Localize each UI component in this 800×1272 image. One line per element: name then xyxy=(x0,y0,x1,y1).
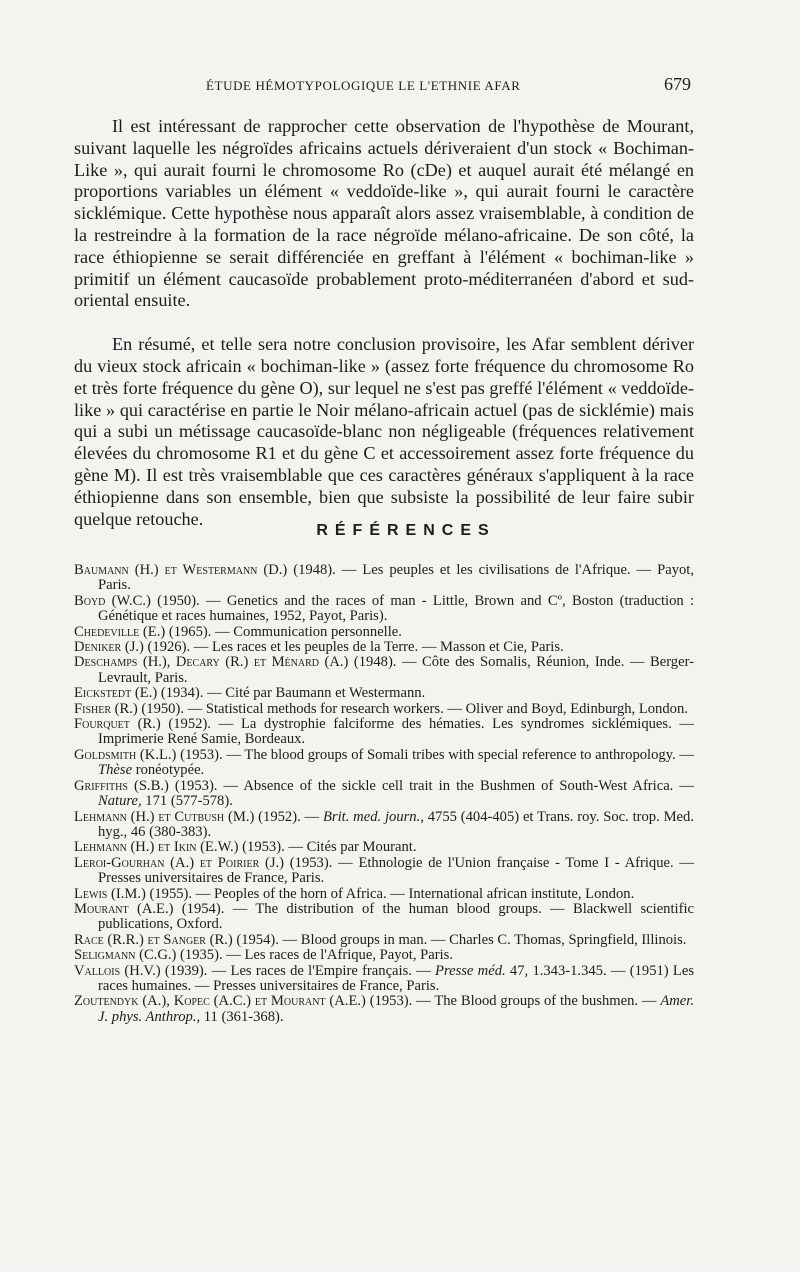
reference-author: Mourant (A.E.) xyxy=(74,900,174,917)
reference-author: Race (R.R.) et Sanger (R.) xyxy=(74,931,233,948)
reference-text: (1935). — Les races de l'Afrique, Payot, Paris. xyxy=(176,947,453,964)
reference-text: (1926). — Les races et les peuples de la Terre. — Masson et Cie, Paris. xyxy=(143,639,564,656)
page-number: 679 xyxy=(664,74,691,94)
reference-text-after: 11 (361-368). xyxy=(200,1008,284,1025)
reference-text: (1953). — The Blood groups of the bushmen. — xyxy=(365,993,661,1010)
reference-text: (1939). — Les races de l'Empire français. — xyxy=(160,962,436,979)
reference-entry xyxy=(74,779,694,810)
reference-entry xyxy=(74,748,694,779)
reference-entry xyxy=(74,640,694,655)
reference-entry xyxy=(74,964,694,995)
reference-author: Eickstedt (E.) xyxy=(74,685,158,702)
reference-text: (1953). — The blood groups of Somali tribes with special reference to anthropology. — xyxy=(176,746,694,763)
reference-author: Zoutendyk (A.), Kopec (A.C.) et Mourant (A.E.) xyxy=(74,993,366,1010)
reference-italic: Thèse xyxy=(98,762,133,779)
reference-author: Deniker (J.) xyxy=(74,639,144,656)
reference-author: Griffiths (S.B.) xyxy=(74,777,169,794)
reference-text: (1965). — Communication personnelle. xyxy=(165,623,402,640)
reference-author: Deschamps (H.), Decary (R.) et Ménard (A.) xyxy=(74,654,349,671)
reference-text: (1934). — Cité par Baumann et Westermann. xyxy=(157,685,426,702)
reference-italic: Amer. J. phys. Anthrop., xyxy=(98,993,694,1025)
reference-author: Vallois (H.V.) xyxy=(74,962,161,979)
reference-author: Chedeville (E.) xyxy=(74,623,166,640)
reference-text-after: ronéotypée. xyxy=(132,762,205,779)
reference-entry xyxy=(74,856,694,887)
reference-author: Lewis (I.M.) xyxy=(74,885,146,902)
reference-entry xyxy=(74,702,694,717)
reference-text: (1952). — La dystrophie falciforme des hématies. Les syndromes sicklémiques. — Imprimerie René Samie, Bordeaux. xyxy=(98,716,695,748)
paragraph: En résumé, et telle sera notre conclusion provisoire, les Afar semblent dériver du vieux stock africain « bochiman-like » (assez forte fréquence du chromosome Ro et très forte fréquence du gène O), sur lequel ne s'est pas greffé l'élément « veddoïde-like » qui caractérise en partie le Noir mélano-africain actuel (pas de sicklémie) mais qui a subi un métissage caucasoïde-blanc non négligeable (fréquences relativement élevées du chromosome R1 et du gène C et accessoirement assez forte fréquence du gène M). Il est très vraisemblable que ces caractères généraux s'appliquent à la race éthiopienne dans son ensemble, bien que subsiste la possibilité de leur faire subir quelque retouche. xyxy=(74,334,694,529)
paragraph: Il est intéressant de rapprocher cette observation de l'hypothèse de Mourant, suivant laquelle les négroïdes africains actuels dériveraient d'un stock « Bochiman-Like », qui aurait fourni le chromosome Ro (cDe) et auquel aurait été mélangé en proportions variables un élément « veddoïde-like », qui aurait fourni le caractère sicklémique. Cette hypothèse nous apparaît alors assez vraisemblable, à condition de la restreindre à la formation de la race négroïde mélano-africaine. De son côté, la race éthiopienne se serait différenciée en greffant à l'élément « bochiman-like » primitif un élément caucasoïde probablement proto-méditerranéen d'abord et sud-oriental ensuite. xyxy=(74,116,694,311)
reference-entry xyxy=(74,948,694,963)
reference-text: (1948). — Les peuples et les civilisations de l'Afrique. — Payot, Paris. xyxy=(98,562,695,594)
reference-text: (1950). — Genetics and the races of man - Little, Brown and Cº, Boston (traduction : Génétique et races humaines, 1952, Payot, Paris). xyxy=(98,592,695,625)
reference-text: (1952). — xyxy=(254,808,323,825)
reference-text: (1953). — Ethnologie de l'Union française - Tome I - Afrique. — Presses universitaires de France, Paris. xyxy=(98,854,694,887)
body-text xyxy=(74,116,694,530)
reference-author: Seligmann (C.G.) xyxy=(74,947,177,964)
running-title: ÉTUDE HÉMOTYPOLOGIQUE LE L'ETHNIE AFAR xyxy=(206,78,521,93)
reference-italic: Brit. med. journ., xyxy=(323,808,424,825)
reference-entry xyxy=(74,810,694,841)
reference-author: Baumann (H.) et Westermann (D.) xyxy=(74,562,288,578)
reference-entry xyxy=(74,994,694,1025)
reference-text-after: 171 (577-578). xyxy=(141,793,233,810)
reference-text-after: 4755 (404-405) et Trans. roy. Soc. trop. Med. hyg., 46 (380-383). xyxy=(98,808,694,840)
reference-text: (1953). — Absence of the sickle cell trait in the Bushmen of South-West Africa. — xyxy=(168,777,694,794)
reference-text: (1950). — Statistical methods for research workers. — Oliver and Boyd, Edinburgh, London. xyxy=(137,700,688,717)
reference-entry xyxy=(74,887,694,902)
reference-text: (1954). — The distribution of the human blood groups. — Blackwell scientific publications, Oxford. xyxy=(98,900,694,933)
reference-author: Lehmann (H.) et Ikin (E.W.) xyxy=(74,839,239,856)
reference-entry xyxy=(74,686,694,701)
reference-author: Leroi-Gourhan (A.) et Poirier (J.) xyxy=(74,854,285,871)
reference-entry xyxy=(74,563,694,594)
reference-author: Boyd (W.C.) xyxy=(74,592,151,609)
reference-text: (1953). — Cités par Mourant. xyxy=(238,839,417,856)
reference-italic: Presse méd. xyxy=(435,962,506,979)
reference-text-after: 47, 1.343-1.345. — (1951) Les races humaines. — Presses universitaires de France, Paris. xyxy=(98,962,694,994)
reference-text: (1954). — Blood groups in man. — Charles C. Thomas, Springfield, Illinois. xyxy=(232,931,687,948)
reference-entry xyxy=(74,655,694,686)
reference-entry xyxy=(74,933,694,948)
reference-author: Lehmann (H.) et Cutbush (M.) xyxy=(74,808,255,825)
reference-entry xyxy=(74,840,694,855)
references-list xyxy=(74,563,694,1025)
reference-entry xyxy=(74,625,694,640)
reference-entry xyxy=(74,717,694,748)
reference-entry xyxy=(74,594,694,625)
reference-author: Goldsmith (K.L.) xyxy=(74,746,177,763)
running-head xyxy=(0,74,800,98)
reference-author: Fisher (R.) xyxy=(74,700,138,717)
reference-author: Fourquet (R.) xyxy=(74,716,161,733)
reference-entry xyxy=(74,902,694,933)
reference-italic: Nature, xyxy=(98,793,142,810)
reference-text: (1955). — Peoples of the horn of Africa. — International african institute, London. xyxy=(145,885,635,902)
reference-text: (1948). — Côte des Somalis, Réunion, Inde. — Berger-Levrault, Paris. xyxy=(98,654,695,686)
references-heading: RÉFÉRENCES xyxy=(316,522,496,539)
